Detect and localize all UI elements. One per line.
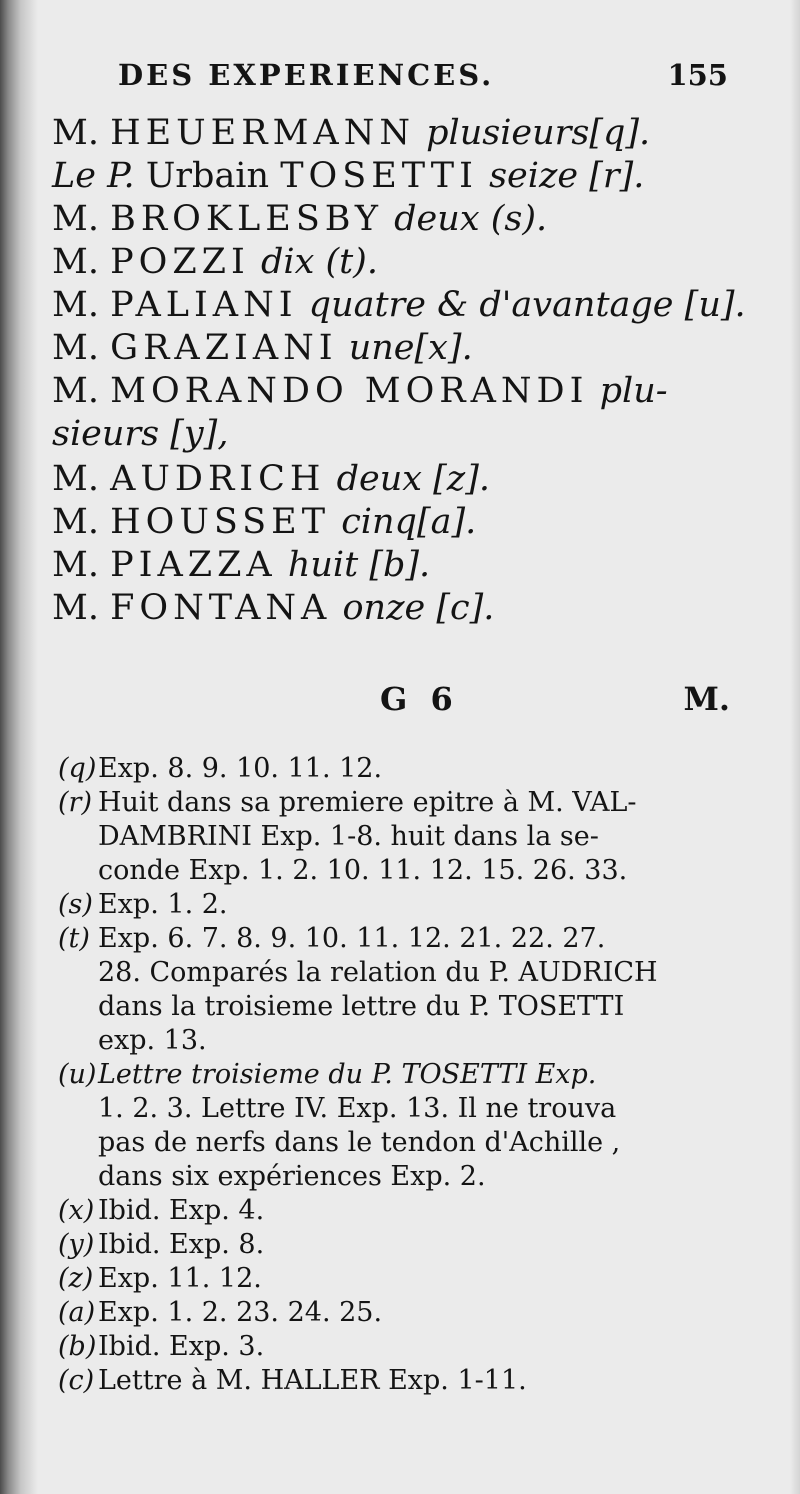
gutter-shadow [0, 0, 38, 1494]
footnote-c [58, 1364, 748, 1398]
entry-count: huit [287, 545, 359, 585]
list-item [52, 587, 742, 630]
list-item [52, 370, 742, 413]
entry-given-name: Urbain [145, 156, 270, 196]
entry-count: deux [336, 459, 422, 499]
signature-mark: G 6 [380, 680, 459, 718]
list-item [52, 544, 742, 587]
footnote-mark: (t) [58, 923, 90, 954]
footnote-y [58, 1228, 748, 1262]
page-number: 155 [667, 58, 728, 92]
footnote-t [58, 922, 748, 956]
entry-count: plu- [599, 371, 668, 411]
entry-count: une [348, 328, 415, 368]
entry-name: FONTANA [110, 588, 332, 628]
footnote-text-continued: conde Exp. 1. 2. 10. 11. 12. 15. 26. 33. [98, 855, 628, 886]
footnote-s [58, 888, 748, 922]
entry-note-ref: [q]. [589, 113, 651, 153]
footnotes [58, 752, 748, 1398]
page-edge [790, 0, 800, 1494]
footnote-mark: (x) [58, 1195, 95, 1226]
list-item [52, 198, 742, 241]
footnote-text: Exp. 6. 7. 8. 9. 10. 11. 12. 21. 22. 27. [98, 923, 606, 954]
entry-name: AUDRICH [110, 459, 326, 499]
entry-name: HEUERMANN [110, 113, 415, 153]
footnote-text: Ibid. Exp. 4. [98, 1195, 265, 1226]
entry-count: seize [489, 156, 579, 196]
entry-note-ref: (t). [325, 242, 378, 282]
list-item [52, 501, 742, 544]
footnote-text-continued: dans la troisieme lettre du P. TOSETTI [98, 991, 625, 1022]
footnote-text-continued: exp. 13. [98, 1025, 207, 1056]
footnote-mark: (r) [58, 787, 92, 818]
list-item [52, 241, 742, 284]
entry-count: cinq [341, 502, 417, 542]
footnote-text: Huit dans sa premiere epitre à M. VAL- [98, 787, 637, 818]
footnote-text: Lettre troisieme du P. TOSETTI Exp. [98, 1059, 597, 1090]
footnote-text-continued: 1. 2. 3. Lettre IV. Exp. 13. Il ne trouva [98, 1093, 617, 1124]
entry-prefix: M. [52, 199, 99, 239]
entry-name: PIAZZA [110, 545, 277, 585]
entry-count: onze [342, 588, 426, 628]
footnote-b [58, 1330, 748, 1364]
footnote-mark: (b) [58, 1331, 97, 1362]
entry-note-ref: [u]. [684, 285, 746, 325]
entry-prefix: M. [52, 545, 99, 585]
footnote-text: Ibid. Exp. 8. [98, 1229, 265, 1260]
entry-note-ref: [r]. [589, 156, 645, 196]
entry-prefix: M. [52, 242, 99, 282]
entry-prefix: M. [52, 371, 99, 411]
footnote-mark: (u) [58, 1059, 97, 1090]
catchword: M. [683, 680, 730, 718]
footnote-mark: (c) [58, 1365, 95, 1396]
entry-note-ref: [c]. [436, 588, 495, 628]
footnote-mark: (a) [58, 1297, 96, 1328]
entry-name: PALIANI [110, 285, 298, 325]
entry-prefix: M. [52, 285, 99, 325]
entry-count: plusieurs [426, 113, 590, 153]
entry-note-ref: (s). [490, 199, 548, 239]
entry-count: dix [260, 242, 315, 282]
entry-name: HOUSSET [110, 502, 331, 542]
entry-note-ref: [z]. [433, 459, 490, 499]
footnote-z [58, 1262, 748, 1296]
entry-name: POZZI [110, 242, 250, 282]
entry-note-ref: [y], [170, 414, 229, 454]
footnote-mark: (z) [58, 1263, 94, 1294]
entry-count: sieurs [52, 414, 160, 454]
entry-prefix: M. [52, 113, 99, 153]
footnote-mark: (q) [58, 753, 97, 784]
footnote-text-continued: pas de nerfs dans le tendon d'Achille , [98, 1127, 621, 1158]
entry-count: quatre & d'avantage [308, 285, 674, 325]
entry-note-ref: [x]. [414, 328, 473, 368]
page-header [118, 52, 728, 104]
footnote-text: Ibid. Exp. 3. [98, 1331, 265, 1362]
entry-note-ref: [a]. [416, 502, 477, 542]
entry-name: MORANDO MORANDI [110, 371, 589, 411]
entry-prefix: Le P. [52, 156, 135, 196]
footnote-text: Exp. 11. 12. [98, 1263, 262, 1294]
footnote-q [58, 752, 748, 786]
footnote-text: Exp. 1. 2. [98, 889, 228, 920]
footnote-u [58, 1058, 748, 1092]
footnote-text-continued: dans six expériences Exp. 2. [98, 1161, 486, 1192]
entry-prefix: M. [52, 459, 99, 499]
entry-prefix: M. [52, 328, 99, 368]
footnote-a [58, 1296, 748, 1330]
running-head: DES EXPERIENCES. [118, 58, 495, 92]
list-item [52, 327, 742, 370]
footnote-text-continued: DAMBRINI Exp. 1-8. huit dans la se- [98, 821, 599, 852]
signature-row [380, 680, 730, 728]
footnote-text-continued: 28. Comparés la relation du P. AUDRICH [98, 957, 658, 988]
experimenter-list [52, 112, 746, 630]
footnote-text: Lettre à M. HALLER Exp. 1-11. [98, 1365, 527, 1396]
entry-note-ref: [b]. [369, 545, 431, 585]
footnote-mark: (y) [58, 1229, 95, 1260]
list-item [52, 458, 742, 501]
list-item [52, 112, 742, 155]
entry-name: GRAZIANI [110, 328, 338, 368]
footnote-mark: (s) [58, 889, 93, 920]
list-item-continuation [52, 413, 742, 458]
footnote-x [58, 1194, 748, 1228]
list-item [52, 155, 742, 198]
entry-name: TOSETTI [280, 156, 478, 196]
footnote-r [58, 786, 748, 820]
footnote-text: Exp. 8. 9. 10. 11. 12. [98, 753, 383, 784]
entry-prefix: M. [52, 502, 99, 542]
entry-count: deux [394, 199, 480, 239]
entry-prefix: M. [52, 588, 99, 628]
footnote-text: Exp. 1. 2. 23. 24. 25. [98, 1297, 383, 1328]
entry-name: BROKLESBY [110, 199, 384, 239]
list-item [52, 284, 746, 327]
